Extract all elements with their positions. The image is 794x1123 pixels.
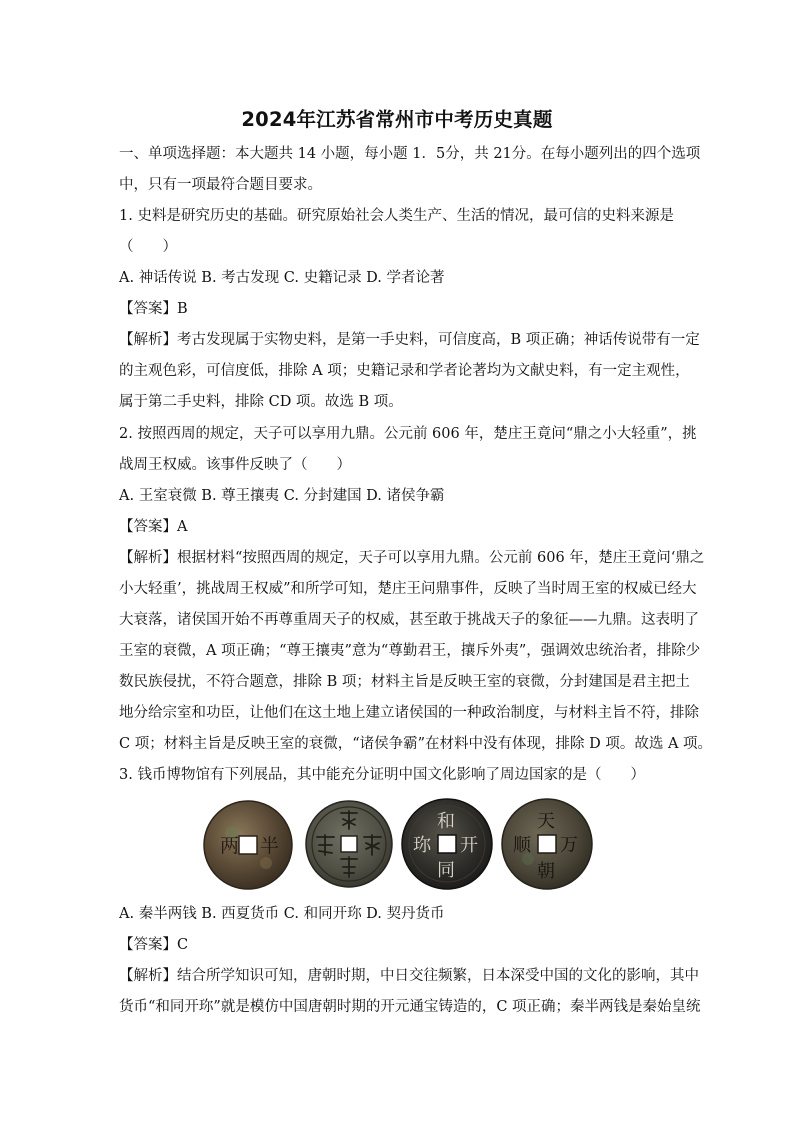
q3-analysis-line-1: 【解析】结合所学知识可知，唐朝时期，中日交往频繁，日本深受中国的文化的影响，其中 [119,968,699,984]
q1-analysis-line-3: 属于第二手史料，排除 CD 项。故选 B 项。 [119,394,403,410]
q1-analysis-line-2: 的主观色彩，可信度低，排除 A 项；史籍记录和学者论著均为文献史料，有一定主观性， [119,363,690,379]
q2-analysis-line-7: C 项；材料主旨是反映王室的衰微，“诸侯争霸”在材料中没有体现，排除 D 项。故选 A 项。 [119,736,713,752]
coin-4-glyph-right: 万 [560,835,578,856]
coin-image-row [202,797,594,895]
section-intro-line-1: 一、单项选择题：本大题共 14 小题，每小题 1．5分，共 21分。在每小题列出的四个选项 [119,146,701,162]
coin-banliang [202,799,294,891]
section-intro-line-2: 中，只有一项最符合题目要求。 [119,177,322,193]
coin-3-glyph-left: 珎 [413,835,431,856]
coin-1-glyph-2: 半 [260,835,280,857]
coin-4-glyph-top: 天 [537,811,555,832]
q1-options: A. 神话传说 B. 考古发现 C. 史籍记录 D. 学者论著 [119,270,445,286]
coin-xixia [304,799,394,889]
q2-options: A. 王室衰微 B. 尊王攘夷 C. 分封建国 D. 诸侯争霸 [119,488,445,504]
q2-analysis-line-5: 数民族侵扰，不符合题意，排除 B 项；材料主旨是反映王室的衰微，分封建国是君主把土 [119,674,690,690]
q3-answer: 【答案】C [119,937,189,953]
q3-stem: 3. 钱币博物馆有下列展品，其中能充分证明中国文化影响了周边国家的是（ ） [119,767,645,783]
coin-3-glyph-bottom: 同 [437,860,455,881]
coin-khitan [500,797,594,891]
q2-analysis-line-3: 大衰落，诸侯国开始不再尊重周天子的权威，甚至敢于挑战天子的象征——九鼎。这表明了 [119,612,699,628]
q2-analysis-line-2: 小大轻重’，挑战周王权威”和所学可知，楚庄王问鼎事件，反映了当时周王室的权威已经大 [119,581,697,597]
q2-answer: 【答案】A [119,519,188,535]
q2-analysis-line-4: 王室的衰微，A 项正确；“尊王攘夷”意为“尊勤君王，攘斥外夷”，强调效忠统治者，排除少 [119,643,701,659]
q1-stem-line-2: （ ） [119,239,177,255]
page-title: 2024年江苏省常州市中考历史真题 [241,108,553,131]
q3-analysis-line-2: 货币“和同开珎”就是模仿中国唐朝时期的开元通宝铸造的，C 项正确；秦半两钱是秦始皇统 [119,999,701,1015]
coin-4-glyph-bottom: 朝 [537,861,555,882]
coin-3-glyph-right: 开 [460,835,478,856]
coin-1-glyph-1: 两 [220,835,240,857]
q1-stem-line-1: 1. 史料是研究历史的基础。研究原始社会人类生产、生活的情况，最可信的史料来源是 [119,208,674,224]
coin-4-glyph-left: 顺 [513,835,531,856]
q1-analysis-line-1: 【解析】考古发现属于实物史料，是第一手史料，可信度高，B 项正确；神话传说带有一定 [119,332,700,348]
q2-stem-line-1: 2. 按照西周的规定，天子可以享用九鼎。公元前 606 年，楚庄王竟问“鼎之小大轻重”，挑 [119,426,697,442]
q1-answer: 【答案】B [119,301,188,317]
coin-wado-kaichin [400,797,494,891]
q3-options: A. 秦半两钱 B. 西夏货币 C. 和同开珎 D. 契丹货币 [119,906,445,922]
q2-analysis-line-6: 地分给宗室和功臣，让他们在这土地上建立诸侯国的一种政治制度，与材料主旨不符，排除 [119,705,699,721]
q2-analysis-line-1: 【解析】根据材料“按照西周的规定，天子可以享用九鼎。公元前 606 年，楚庄王竟问‘鼎之 [119,550,705,566]
coin-3-glyph-top: 和 [437,811,455,832]
q2-stem-line-2: 战周王权威。该事件反映了（ ） [119,457,351,473]
